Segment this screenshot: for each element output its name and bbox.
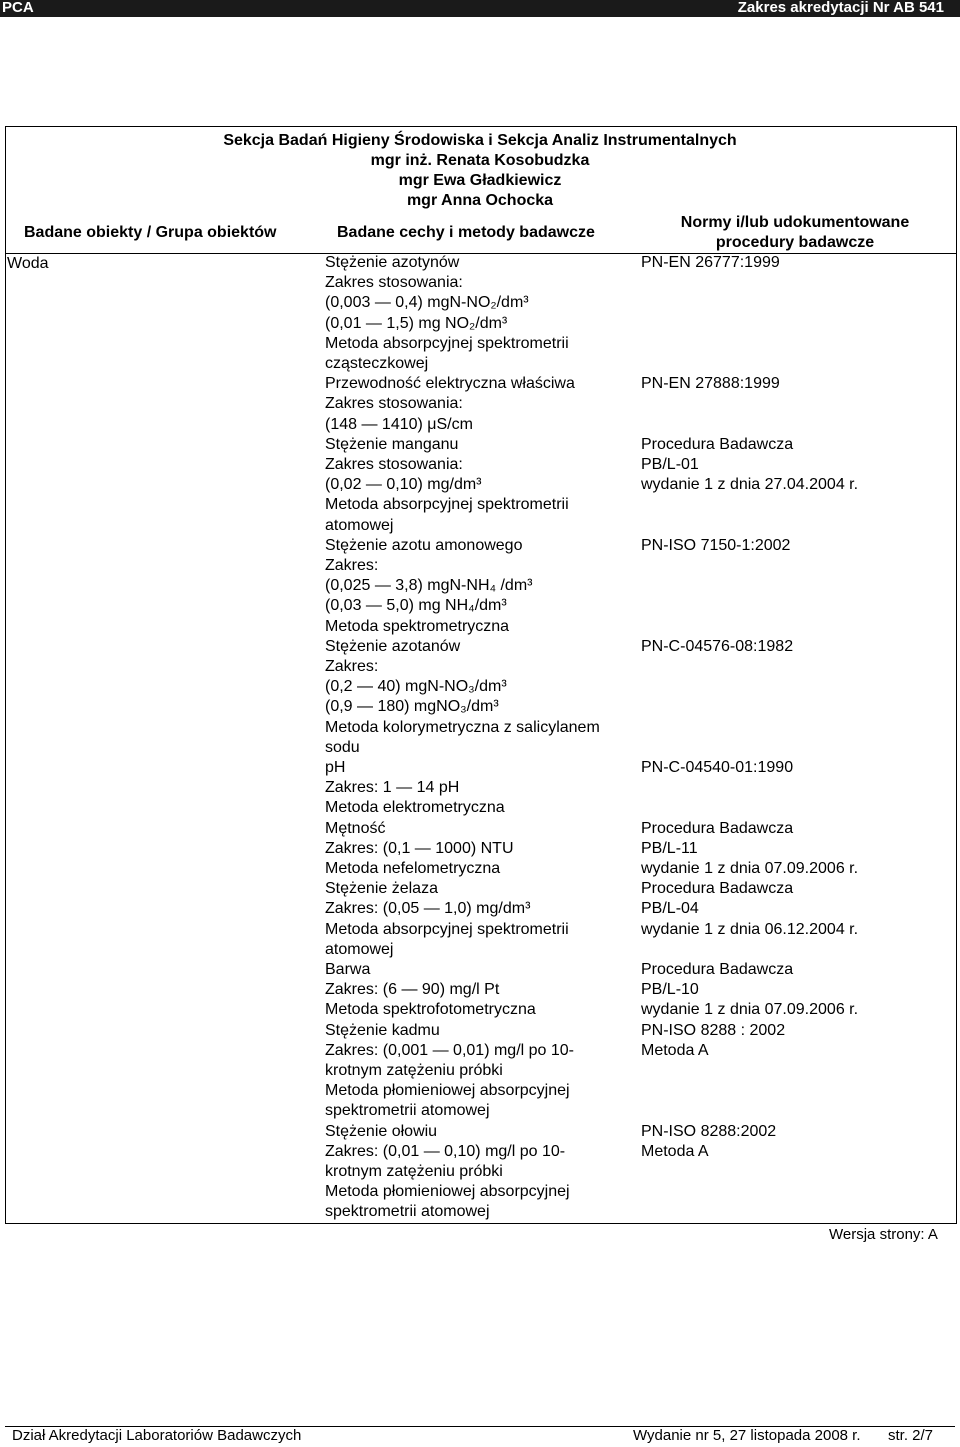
method-line: Zakres stosowania: (325, 456, 463, 473)
method-line: Zakres: 1 — 14 pH (325, 779, 460, 797)
method-line: (0,01 — 1,5) mg NO₂/dm³ (325, 314, 508, 332)
header-org: PCA (2, 0, 34, 16)
method-line: Stężenie azotu amonowego (325, 536, 523, 554)
column-header-norms-line: procedury badawcze (715, 234, 875, 251)
method-line: Zakres: (325, 557, 379, 574)
norm-line: PN-ISO 8288:2002 (641, 1122, 777, 1140)
method-line: Zakres: (0,1 — 1000) NTU (325, 839, 514, 857)
method-line: Mętność (325, 819, 386, 837)
norm-line: PB/L-01 (641, 456, 699, 473)
object-name: Woda (7, 255, 49, 272)
footer-department: Dział Akredytacji Laboratoriów Badawczych (12, 1427, 302, 1444)
norm-line: Procedura Badawcza (641, 819, 794, 837)
norm-line: PN-C-04576-08:1982 (641, 637, 794, 655)
method-line: Przewodność elektryczna właściwa (325, 375, 575, 393)
norm-line: Procedura Badawcza (641, 880, 794, 898)
method-line: pH (325, 759, 346, 776)
section-person: mgr inż. Renata Kosobudzka (370, 152, 590, 169)
method-line: Metoda absorpcyjnej spektrometrii (325, 920, 569, 938)
column-header-methods: Badane cechy i metody badawcze (337, 224, 595, 241)
norm-line: Metoda A (641, 1142, 709, 1160)
norm-line: wydanie 1 z dnia 06.12.2004 r. (641, 920, 859, 938)
method-line: Stężenie ołowiu (325, 1122, 438, 1140)
method-line: Zakres stosowania: (325, 395, 463, 413)
method-line: Zakres: (6 — 90) mg/l Pt (325, 981, 500, 999)
method-line: Stężenie azotanów (325, 637, 461, 655)
norm-line: Metoda A (641, 1041, 709, 1059)
column-header-objects: Badane obiekty / Grupa obiektów (24, 224, 277, 241)
method-line: Zakres: (0,05 — 1,0) mg/dm³ (325, 900, 531, 918)
method-line: Metoda kolorymetryczna z salicylanem (325, 718, 600, 736)
norm-line: Procedura Badawcza (641, 435, 794, 453)
method-line: atomowej (325, 516, 394, 534)
method-line: Metoda nefelometryczna (325, 860, 501, 877)
method-line: (0,003 — 0,4) mgN-NO₂/dm³ (325, 294, 529, 312)
section-title-line: Sekcja Badań Higieny Środowiska i Sekcja Analiz Instrumentalnych (223, 132, 737, 149)
page-version: Wersja strony: A (829, 1226, 938, 1243)
section-person: mgr Anna Ochocka (406, 192, 554, 209)
method-line: Metoda płomieniowej absorpcyjnej (325, 1082, 570, 1100)
method-line: Zakres: (0,001 — 0,01) mg/l po 10- (325, 1041, 574, 1059)
norm-line: PN-EN 27888:1999 (641, 375, 780, 393)
norm-line: PN-EN 26777:1999 (641, 254, 780, 271)
header-divider (5, 253, 957, 254)
method-line: Metoda absorpcyjnej spektrometrii (325, 334, 569, 352)
method-line: (0,9 — 180) mgNO₃/dm³ (325, 698, 499, 716)
method-line: krotnym zatężeniu próbki (325, 1062, 503, 1079)
method-line: Metoda elektrometryczna (325, 799, 505, 817)
method-line: Stężenie manganu (325, 435, 459, 453)
method-line: (0,025 — 3,8) mgN-NH₄ /dm³ (325, 577, 533, 595)
footer-page-number: str. 2/7 (888, 1427, 934, 1444)
page-header (0, 0, 960, 17)
method-line: Metoda absorpcyjnej spektrometrii (325, 496, 569, 514)
method-line: Metoda płomieniowej absorpcyjnej (325, 1183, 570, 1201)
norm-line: PN-ISO 8288 : 2002 (641, 1021, 786, 1039)
method-line: Zakres: (0,01 — 0,10) mg/l po 10- (325, 1142, 566, 1160)
norm-line: wydanie 1 z dnia 07.09.2006 r. (641, 1001, 859, 1019)
section-title (0, 131, 960, 211)
method-line: krotnym zatężeniu próbki (325, 1163, 503, 1180)
norm-line: PB/L-11 (641, 839, 698, 857)
method-line: Barwa (325, 961, 371, 978)
method-line: atomowej (325, 940, 394, 958)
method-line: (0,02 — 0,10) mg/dm³ (325, 476, 482, 494)
norm-line: PN-ISO 7150-1:2002 (641, 536, 791, 554)
column-header-norms (645, 213, 945, 253)
method-line: sodu (325, 738, 360, 756)
method-line: Zakres: (325, 658, 379, 675)
norm-line: wydanie 1 z dnia 07.09.2006 r. (641, 860, 859, 877)
norm-line: PB/L-04 (641, 900, 699, 918)
norm-line: PN-C-04540-01:1990 (641, 759, 794, 776)
method-line: Stężenie azotynów (325, 254, 460, 271)
header-scope: Zakres akredytacji Nr AB 541 (737, 0, 944, 16)
method-line: (0,2 — 40) mgN-NO₃/dm³ (325, 678, 507, 696)
norm-line: wydanie 1 z dnia 27.04.2004 r. (641, 476, 859, 494)
footer-edition: Wydanie nr 5, 27 listopada 2008 r. (633, 1427, 861, 1444)
method-line: Metoda spektrofotometryczna (325, 1001, 536, 1019)
method-line: Zakres stosowania: (325, 274, 463, 292)
method-line: spektrometrii atomowej (325, 1102, 490, 1120)
method-line: Stężenie kadmu (325, 1021, 440, 1039)
method-line: cząsteczkowej (325, 355, 429, 372)
norm-line: Procedura Badawcza (641, 961, 794, 978)
norm-line: PB/L-10 (641, 981, 699, 999)
column-header-norms-line: Normy i/lub udokumentowane (680, 214, 910, 231)
method-line: Metoda spektrometryczna (325, 617, 510, 635)
method-line: (148 — 1410) μS/cm (325, 415, 473, 433)
method-line: Stężenie żelaza (325, 880, 438, 898)
method-line: spektrometrii atomowej (325, 1203, 490, 1221)
section-person: mgr Ewa Gładkiewicz (398, 172, 562, 189)
method-line: (0,03 — 5,0) mg NH₄/dm³ (325, 597, 507, 615)
